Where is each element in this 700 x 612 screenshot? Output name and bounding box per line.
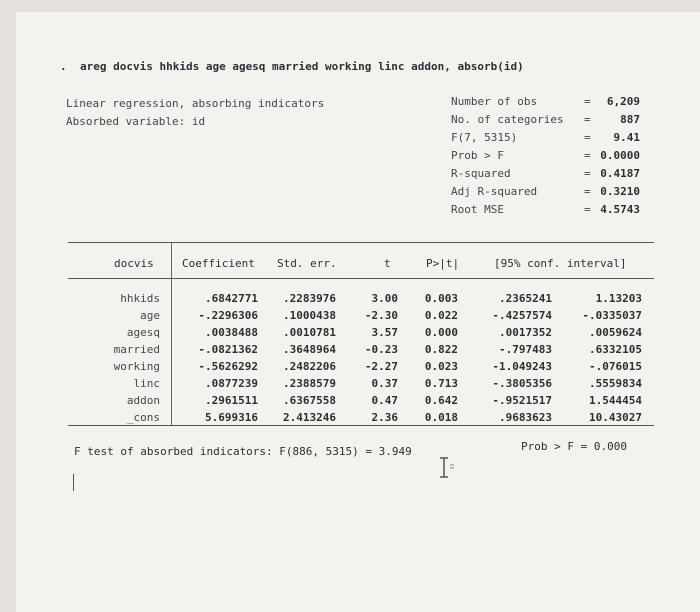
cell-variable: addon [126,394,160,407]
cell-p: 0.642 [424,394,458,407]
stat-label: No. of categories [451,113,564,126]
cell-coefficient: .0038488 [205,326,258,339]
cell-std-err: .1000438 [283,309,336,322]
stat-label: R-squared [451,167,511,180]
cell-ci-lower: -.797483 [499,343,552,356]
cell-ci-upper: -.0335037 [582,309,642,322]
cell-ci-lower: .9683623 [499,411,552,424]
cell-t: 3.00 [371,292,398,305]
cell-coefficient: -.0821362 [198,343,258,356]
stat-equals: = [584,113,591,126]
stat-value: 0.4187 [600,167,640,180]
cell-variable: married [113,343,160,356]
cell-ci-lower: -.9521517 [492,394,552,407]
table-header-rule [68,278,654,279]
cell-ci-upper: 10.43027 [589,411,642,424]
cell-p: 0.018 [424,411,458,424]
cell-std-err: .0010781 [283,326,336,339]
input-caret[interactable] [73,474,74,491]
cell-std-err: .2283976 [283,292,336,305]
table-bottom-rule [68,425,654,426]
command-prompt: . [60,60,67,73]
model-description: Linear regression, absorbing indicators [66,97,325,110]
f-test-prob: Prob > F = 0.000 [521,440,627,453]
cell-variable: linc [133,377,160,390]
cell-std-err: 2.413246 [283,411,336,424]
cell-std-err: .2482206 [283,360,336,373]
stat-equals: = [584,185,591,198]
cell-ci-lower: -1.049243 [492,360,552,373]
cell-ci-lower: -.4257574 [492,309,552,322]
col-t: t [384,257,391,270]
cell-ci-upper: -.076015 [589,360,642,373]
cell-coefficient: -.2296306 [198,309,258,322]
results-window [16,12,700,612]
cell-p: 0.000 [424,326,458,339]
cell-ci-upper: .0059624 [589,326,642,339]
cell-std-err: .3648964 [283,343,336,356]
cell-coefficient: .2961511 [205,394,258,407]
cell-p: 0.022 [424,309,458,322]
depvar-header: docvis [114,257,154,270]
cell-p: 0.822 [424,343,458,356]
col-std-err: Std. err. [277,257,337,270]
stat-equals: = [584,95,591,108]
stat-label: Prob > F [451,149,504,162]
stat-equals: = [584,203,591,216]
cell-t: -0.23 [364,343,398,356]
cell-coefficient: -.5626292 [198,360,258,373]
cell-coefficient: .6842771 [205,292,258,305]
cell-variable: age [140,309,160,322]
stat-label: Adj R-squared [451,185,538,198]
cell-ci-upper: 1.13203 [595,292,642,305]
cell-variable: hhkids [120,292,160,305]
stat-value: 887 [620,113,640,126]
cell-variable: agesq [126,326,160,339]
stat-value: 0.3210 [600,185,640,198]
cell-p: 0.713 [424,377,458,390]
cell-t: 3.57 [371,326,398,339]
stat-equals: = [584,149,591,162]
cell-coefficient: 5.699316 [205,411,258,424]
cell-t: 0.47 [371,394,398,407]
stat-value: 4.5743 [600,203,640,216]
col-p: P>|t| [426,257,460,270]
stat-label: Root MSE [451,203,504,216]
cell-t: 0.37 [371,377,398,390]
cell-ci-lower: -.3805356 [492,377,552,390]
stat-value: 6,209 [606,95,640,108]
stat-label: Number of obs [451,95,538,108]
cell-t: -2.27 [364,360,398,373]
table-divider [171,242,172,425]
cell-std-err: .2388579 [283,377,336,390]
cell-variable: _cons [126,411,160,424]
cell-ci-lower: .2365241 [499,292,552,305]
stat-value: 9.41 [613,131,640,144]
col-conf-interval: [95% conf. interval] [494,257,627,270]
ibeam-cursor-icon [438,457,454,479]
cell-ci-upper: .6332105 [589,343,642,356]
cell-p: 0.023 [424,360,458,373]
cell-coefficient: .0877239 [205,377,258,390]
command-text: areg docvis hhkids age agesq married working linc addon, absorb(id) [80,60,524,73]
cell-t: -2.30 [364,309,398,322]
stat-equals: = [584,167,591,180]
cell-ci-upper: 1.544454 [589,394,642,407]
stat-label: F(7, 5315) [451,131,518,144]
cell-ci-lower: .0017352 [499,326,552,339]
absorbed-variable: Absorbed variable: id [66,115,206,128]
col-coefficient: Coefficient [182,257,255,270]
cell-std-err: .6367558 [283,394,336,407]
cell-t: 2.36 [371,411,398,424]
stat-equals: = [584,131,591,144]
table-top-rule [68,242,654,243]
cell-p: 0.003 [424,292,458,305]
cell-ci-upper: .5559834 [589,377,642,390]
cell-variable: working [113,360,160,373]
stat-value: 0.0000 [600,149,640,162]
f-test-text: F test of absorbed indicators: F(886, 5315) = 3.949 [74,445,412,458]
